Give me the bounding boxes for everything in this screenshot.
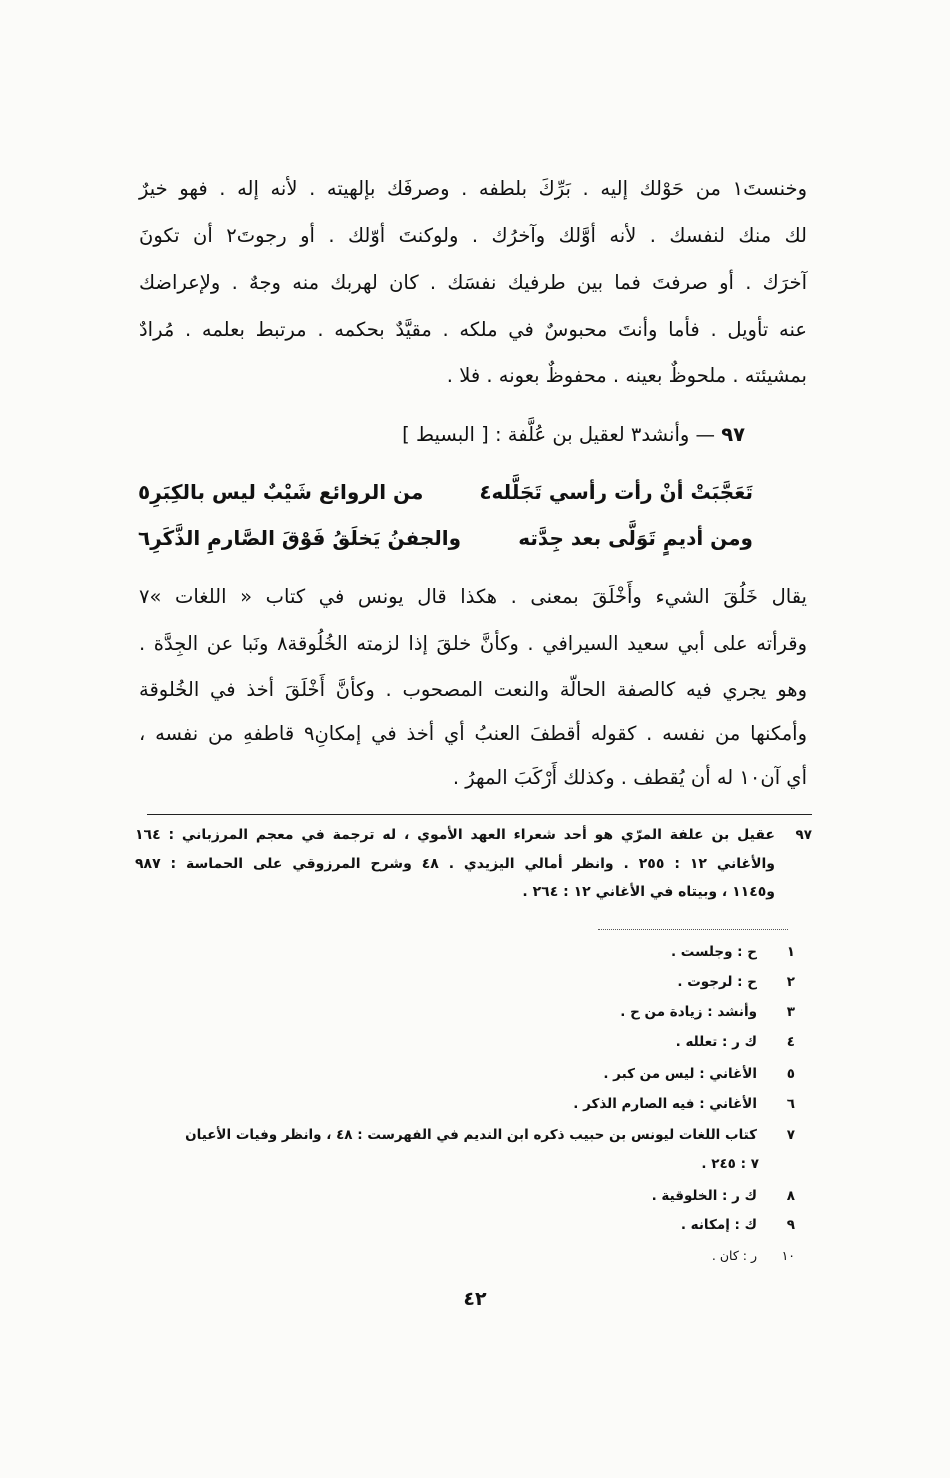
verse-hemistich-second: من الروائع شَيْبٌ ليس بالكِبَرِ٥ [138,480,424,504]
footnote-text: ر : كان . [711,1248,757,1263]
footnote [676,1034,795,1050]
footnote-number: ١ [786,944,795,960]
footnote-text: الأغاني : ليس من كبر . [603,1066,757,1082]
entry-heading [305,423,745,446]
footnote [677,974,795,990]
footnote [712,1248,795,1263]
footnote-text: ك : إمكانه . [680,1217,757,1233]
prose-line: عنه تأويل . فأما وأنتَ محبوسٌ في ملكه . مقيَّدٌ بحكمه . مرتبط بعلمه . مُرادٌ [139,318,807,341]
prose-line: آخرَك . أو صرفتَ فما بين طرفيك نفسَك . كان لهربك منه وجهٌ . ولإعراضك [139,271,807,294]
commentary-line: أي آن١٠ له أن يُقطف . وكذلك أَرْكَبَ المهرُ . [452,766,807,789]
prose-line: وخنستَ١ من حَوْلك إليه . بَرِّكَ بلطفه . وصرفَك بإلهيته . لأنه إله . فهو خيرٌ [139,177,807,200]
bio-note-line: والأغاني ١٢ : ٢٥٥ . وانظر أمالي اليزيدي . ٤٨ وشرح المرزوقي على الحماسة : ٩٨٧ [135,856,775,872]
footnote-text: ك ر : تعلله . [675,1034,757,1050]
commentary-line: يقال خَلُقَ الشيء وأَخْلَقَ بمعنى . هكذا قال يونس في كتاب « اللغات »٧ [139,585,807,608]
footnote [603,1066,795,1082]
footnote-number: ٦ [786,1096,795,1112]
footnote-number: ٩ [786,1217,795,1233]
footnote-number: ٤ [786,1034,795,1050]
footnote-text: ح : لرجوت . [677,974,757,990]
entry-heading-text: — وأنشد٣ لعقيل بن عُلَّفة : [ البسيط ] [402,423,715,446]
bio-note-line: و١١٤٥ ، وبيتاه في الأغاني ١٢ : ٢٦٤ . [522,884,775,900]
footnote [652,1188,795,1204]
footnote-text: ح : وجلست . [670,944,757,960]
footnote-text: وأنشد : زيادة من ح . [620,1004,757,1020]
footnote-number: ٢ [786,974,795,990]
footnote [620,1004,795,1020]
footnote-text: كتاب اللغات ليونس بن حبيب ذكره ابن النديم في الفهرست : ٤٨ ، وانظر وفيات الأعيان [185,1127,757,1143]
footnote-text: الأغاني : فيه الصارم الذكر . [573,1096,757,1112]
footnote-continuation: ٧ : ٢٤٥ . [701,1156,759,1172]
footnote [185,1127,795,1143]
commentary-line: وقرأته على أبي سعيد السيرافي . وكأنَّ خلقَ إذا لزمته الخُلُوقة٨ ونَبا عن الجِدَّة . [139,632,807,655]
entry-number: ٩٧ [721,423,745,446]
footnote-number: ٧ [786,1127,795,1143]
verse-hemistich-first: تَعَجَّبَتْ أنْ رأت رأسي تَجَلَّله٤ [479,480,753,504]
bio-note-line: عقيل بن علفة المرّي هو أحد شعراء العهد الأموي ، له ترجمة في معجم المرزباني : ١٦٤ [135,827,775,843]
prose-line: لك منك لنفسك . لأنه أوَّلك وآخرُك . ولوكنتَ أوّلك . أو رجوتَ٢ أن تكونَ [139,224,807,247]
footnote [573,1096,795,1112]
notes-dotted-separator [598,929,788,930]
commentary-line: وهو يجري فيه كالصفة الحالّة والنعت المصحوب . وكأنَّ أَخْلَقَ أخذ في الخُلوقة [139,678,807,701]
footnote-number: ٥ [786,1066,795,1082]
verse-hemistich-second: والجفنُ يَخلَقُ فَوْقَ الصَّارمِ الذَّكَرِ٦ [138,526,462,550]
footnote-separator [147,814,812,815]
verse-hemistich-first: ومن أديمٍ تَوَلَّى بعد جِدَّته [518,526,753,550]
footnote [671,944,795,960]
bio-note-number: ٩٧ [795,827,812,843]
page-number: ٤٢ [463,1288,487,1310]
footnote-number: ٣ [786,1004,795,1020]
footnote-number: ١٠ [781,1248,795,1263]
commentary-line: وأمكنها من نفسه . كقوله أقطفَ العنبُ أي أخذ في إمكانِ٩ قاطفهِ من نفسه ، [139,722,807,745]
footnote-number: ٨ [786,1188,795,1204]
prose-line: بمشيئته . ملحوظٌ بعينه . محفوظٌ بعونه . فلا . [446,364,807,387]
footnote-text: ك ر : الخلوقية . [651,1188,757,1204]
footnote [681,1217,795,1233]
